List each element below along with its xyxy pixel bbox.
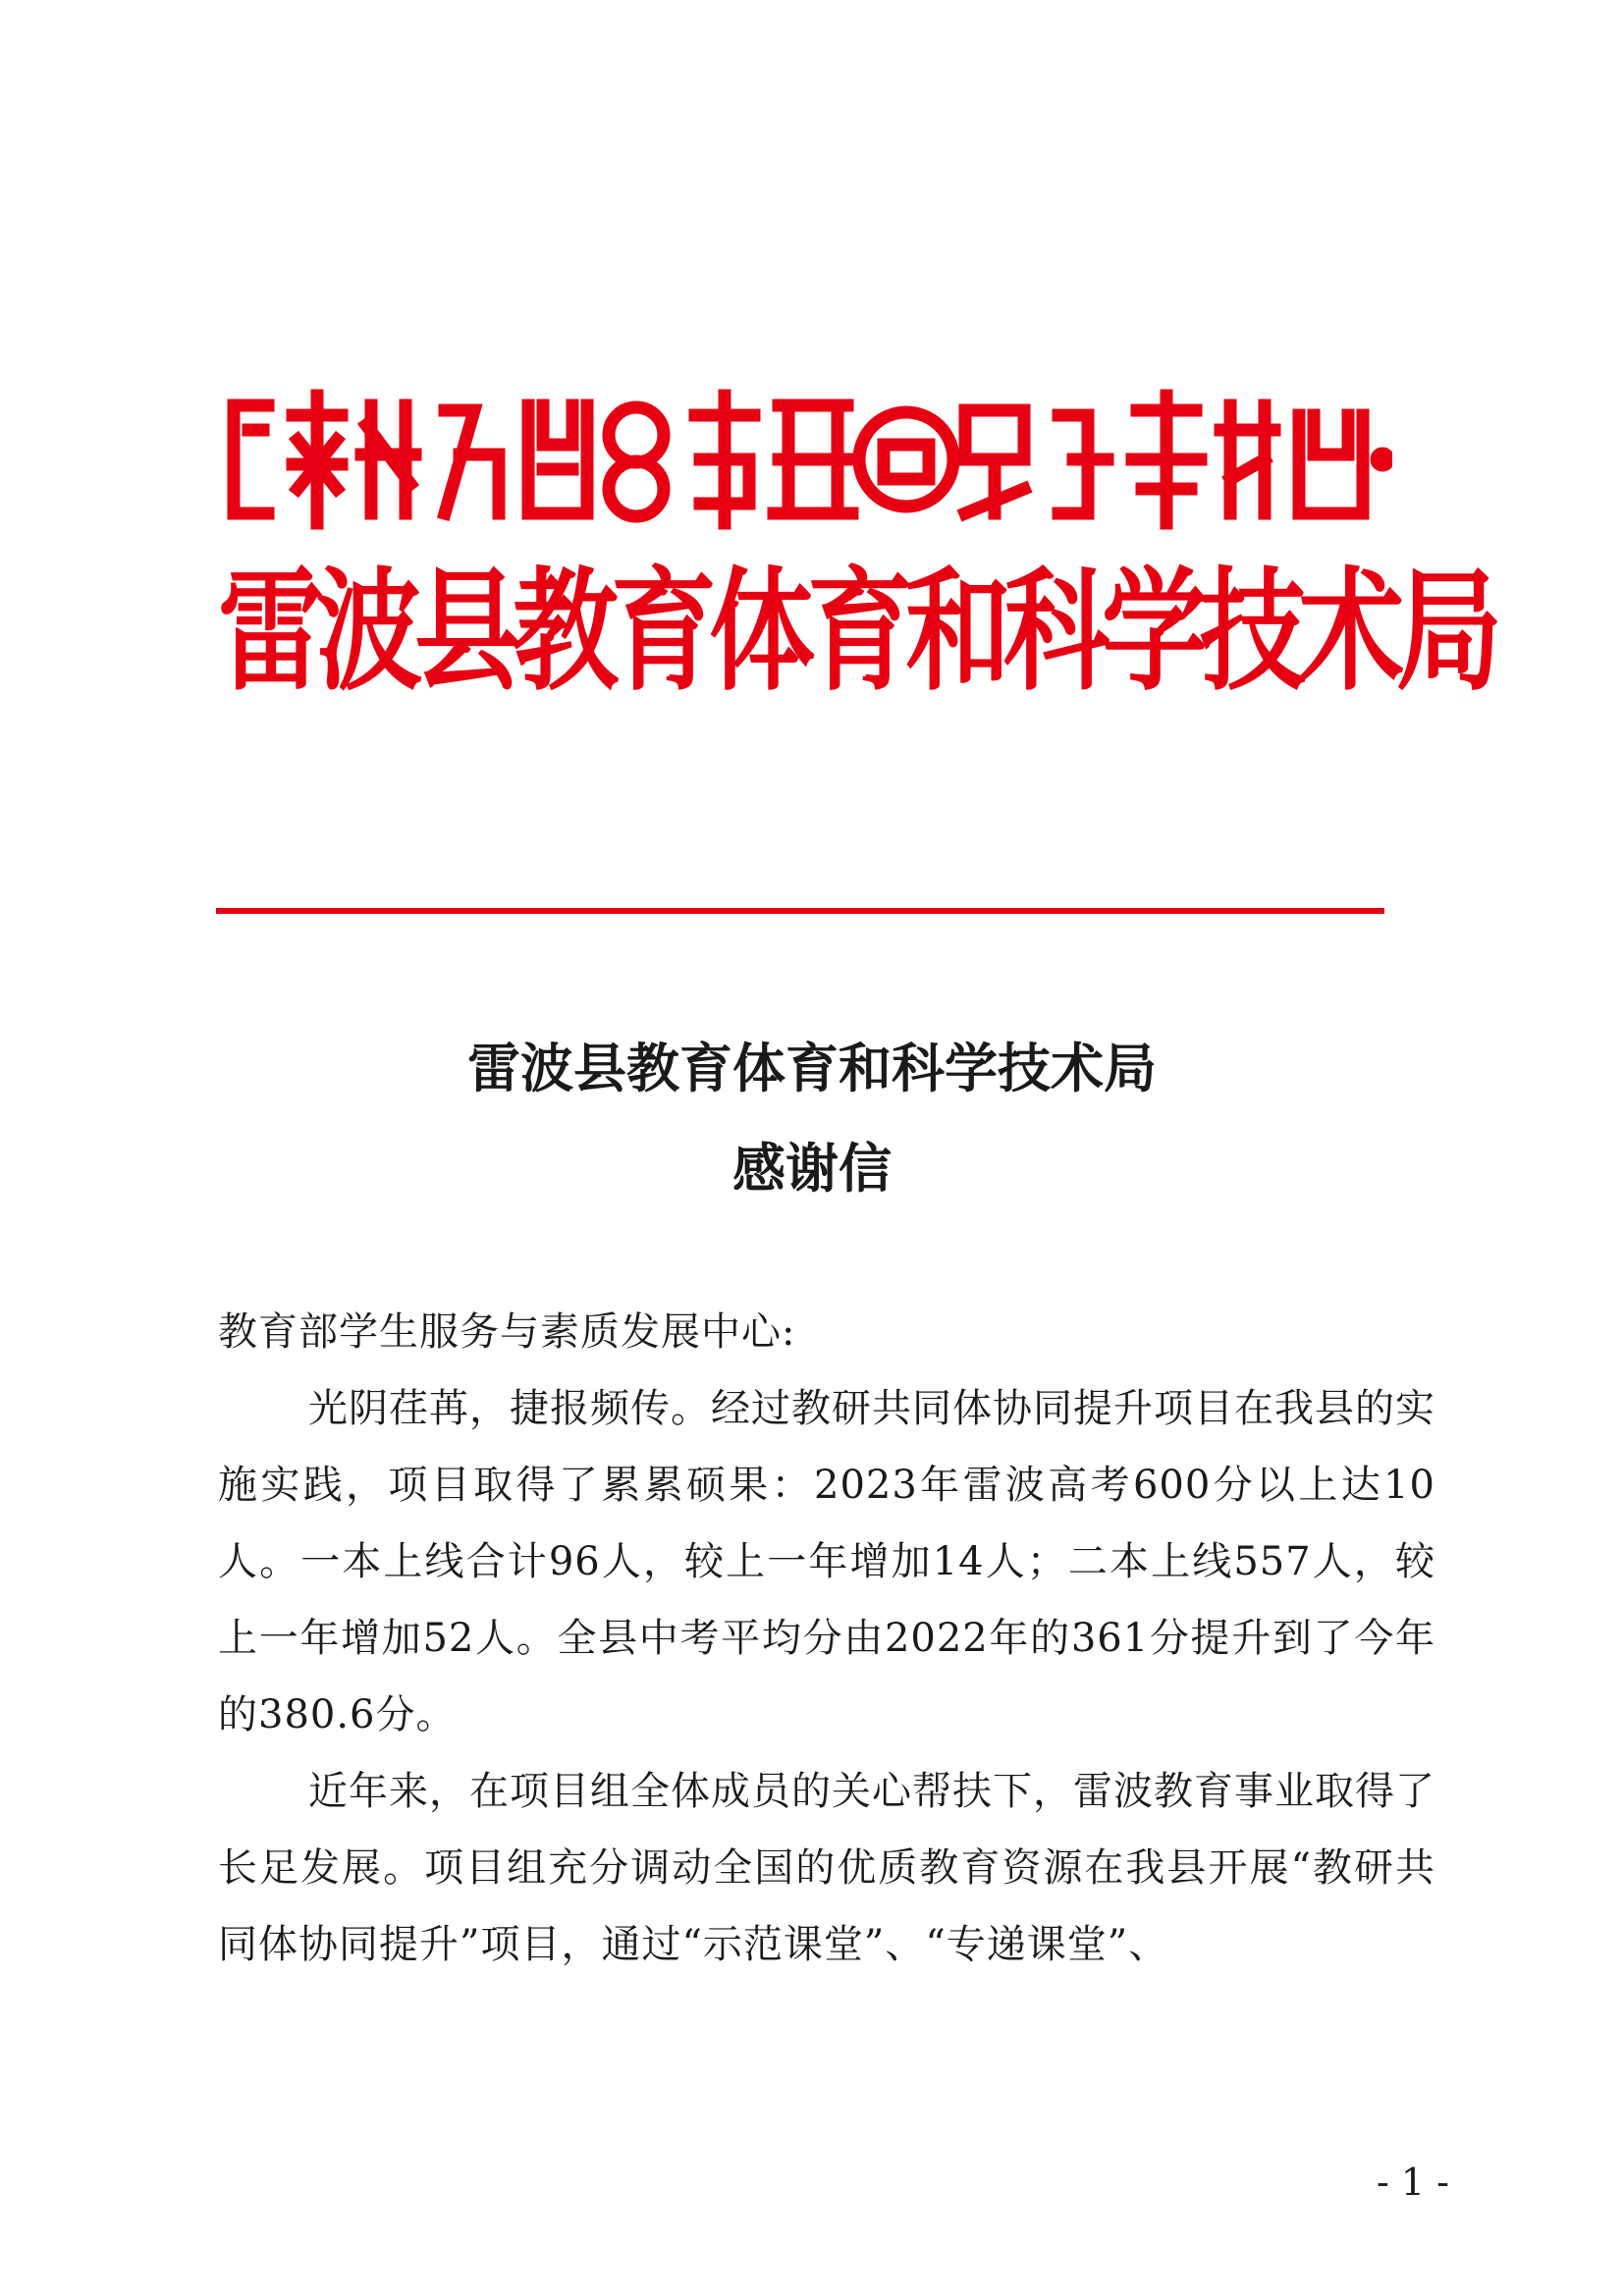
page-number: - 1 - — [1377, 2161, 1450, 2204]
document-subtitle: 感谢信 — [732, 1137, 892, 1200]
letterhead-divider — [216, 908, 1384, 914]
letterhead-title: 雷波县教育体育和科学技术局 — [218, 556, 1495, 710]
paragraph: 光阴荏苒，捷报频传。经过教研共同体协同提升项目在我县的实施实践，项目取得了累累硕果：2023年雷波高考600分以上达10人。一本上线合计96人，较上一年增加14人；二本上线557人，较上一年增加52人。全县中考平均分由2022年的361分提升到了今年的380.6分。 — [218, 1386, 1435, 1737]
salutation: 教育部学生服务与素质发展中心: — [218, 1309, 796, 1355]
document-title: 雷波县教育体育和科学技术局 — [467, 1037, 1157, 1099]
letter-body — [218, 1294, 1435, 1983]
paragraph: 近年来，在项目组全体成员的关心帮扶下，雷波教育事业取得了长足发展。项目组充分调动全国的优质教育资源在我县开展“教研共同体协同提升”项目，通过“示范课堂”、“专递课堂”、 — [218, 1769, 1435, 1967]
yi-script-letterhead — [224, 386, 1392, 533]
